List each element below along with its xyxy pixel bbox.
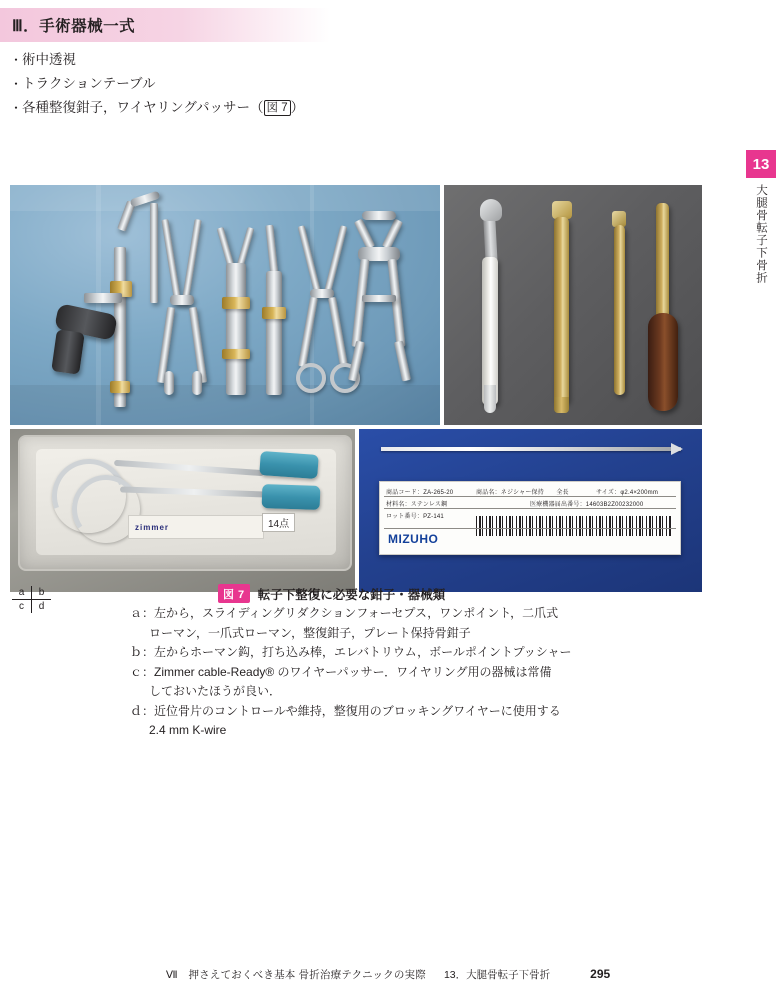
key-cell-d: d — [38, 601, 45, 612]
chapter-number-badge: 13 — [746, 150, 776, 178]
list-item — [10, 72, 510, 96]
figure-row-top — [10, 185, 702, 425]
section-heading-label: Ⅲ．手術器械一式 — [12, 18, 136, 35]
photo-c-zimmer-cable-ready-passer — [10, 429, 355, 592]
caption-line: ｃ：Zimmer cable-Ready® のワイヤーパッサー．ワイヤリング用の器械は常備 — [130, 664, 552, 679]
k-wire — [381, 447, 681, 451]
label-line-product-name: 商品名：ネジシャー保持 全長 — [476, 490, 569, 496]
chapter-side-label: 大腿骨転子下骨折 — [755, 184, 767, 284]
photo-a-reduction-forceps — [10, 185, 440, 425]
list-item-label: トラクションテーブル — [22, 76, 156, 91]
figure-number-badge: 図 7 — [218, 584, 250, 603]
figure-title-text: 転子下整復に必要な鉗子・器械類 — [257, 587, 446, 602]
figure-row-bottom — [10, 429, 702, 592]
figure-caption-title — [218, 584, 445, 603]
mizuho-product-label — [379, 481, 681, 555]
caption-line: ｄ：近位骨片のコントロールや維持，整復用のブロッキングワイヤーに使用する — [130, 703, 561, 718]
barcode — [476, 516, 672, 536]
section-heading — [0, 8, 330, 42]
label-line-size: サイズ：φ2.4×200mm — [596, 490, 659, 496]
list-item-tail: ） — [290, 100, 305, 115]
photo-b-hohmann-elevator-pusher — [444, 185, 702, 425]
bullet-dot: ・ — [10, 77, 23, 91]
key-cell-a: a — [12, 586, 32, 600]
bullet-dot: ・ — [10, 53, 23, 67]
bullet-list — [10, 48, 510, 120]
page-footer — [0, 967, 776, 982]
label-line-material: 材料名：ステンレス鋼 — [386, 502, 448, 508]
figure-caption-body — [130, 604, 690, 741]
key-row-bottom — [12, 600, 51, 613]
footer-section: 13．大腿骨転子下骨折 — [443, 969, 551, 981]
label-line-product-code: 商品コード：ZA-265-20 — [386, 490, 454, 496]
caption-line: しておいたほうが良い． — [149, 684, 282, 698]
list-item-label: 術中透視 — [22, 52, 76, 67]
caption-line: ｂ：左からホーマン鈎，打ち込み棒，エレバトリウム，ボールポイントプッシャー — [130, 645, 572, 659]
key-row-top — [12, 586, 51, 600]
footer-chapter: Ⅶ 押さえておくべき基本 骨折治療テクニックの実際 — [165, 969, 426, 981]
key-cell-c: c — [12, 600, 32, 613]
photo-d-kwire-2-4mm — [359, 429, 702, 592]
mizuho-brand: MIZUHO — [388, 532, 439, 546]
page-number: 295 — [590, 967, 611, 981]
caption-line: ローマン，一爪式ローマン，整復鉗子，プレート保持骨鉗子 — [149, 625, 471, 640]
list-item-label: 各種整復鉗子，ワイヤリングパッサー（ — [22, 100, 264, 115]
label-line-lot-number: ロット番号：PZ-141 — [386, 514, 444, 520]
chapter-side-tab — [746, 150, 776, 284]
figure-panel-key — [12, 586, 51, 613]
list-item — [10, 48, 510, 72]
figure-reference: 図 7 — [264, 100, 291, 116]
bullet-dot: ・ — [10, 101, 23, 115]
key-cell-b: b — [32, 586, 51, 600]
caption-line: ａ：左から，スライディングリダクションフォーセプス，ワンポイント，二爪式 — [130, 606, 559, 620]
figure-7 — [10, 185, 702, 592]
list-item — [10, 96, 510, 120]
caption-line: 2.4 mm K-wire — [149, 723, 227, 737]
zimmer-brand-label: zimmer — [128, 515, 264, 539]
label-line-device-number: 医療機器届出番号：14603B2Z00232000 — [530, 502, 644, 508]
k-wire-tip — [671, 443, 683, 455]
instrument-count-badge: 14点 — [262, 513, 295, 532]
